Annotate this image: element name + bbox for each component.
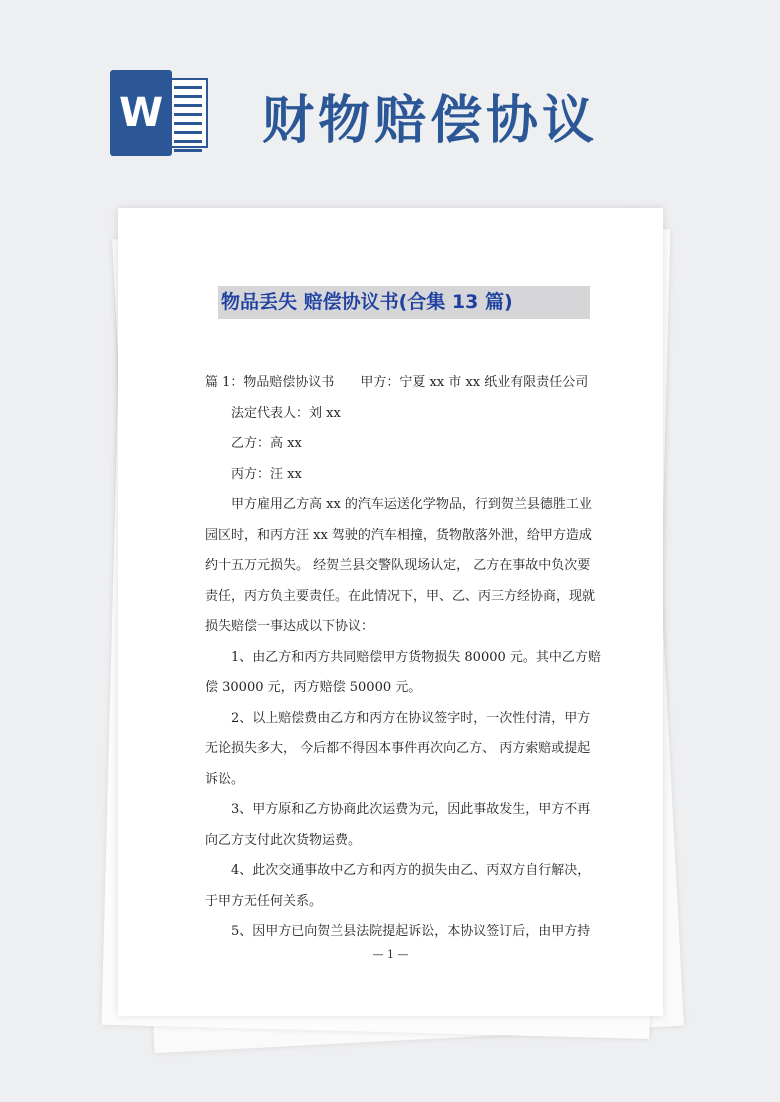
paragraph-clause-2: 2、以上赔偿费由乙方和丙方在协议签字时，一次性付清，甲方无论损失多大， 今后都不得因本事件再次向乙方、 丙方索赔或提起诉讼。 <box>205 710 591 787</box>
word-lines-icon <box>168 78 208 148</box>
banner-title: 财物赔偿协议 <box>262 90 599 151</box>
header-banner <box>0 0 780 200</box>
paragraph-legal-rep: 法定代表人：刘 xx <box>231 405 341 421</box>
document-body <box>205 368 603 948</box>
paragraph-clause-5: 5、因甲方已向贺兰县法院提起诉讼，本协议签订后，由甲方持 <box>231 924 591 939</box>
paragraph-party-c: 丙方：汪 xx <box>231 466 302 482</box>
word-document-icon <box>110 70 208 156</box>
document-title: 物品丢失 赔偿协议书(合集 13 篇) <box>221 291 513 313</box>
word-logo-letter: W <box>110 70 172 156</box>
document-page <box>118 208 663 1016</box>
paragraph-party-b: 乙方：高 xx <box>231 436 302 451</box>
page-number: — 1 — <box>372 948 409 961</box>
paragraph-clause-4: 4、此次交通事故中乙方和丙方的损失由乙、丙双方自行解决，于甲方无任何关系。 <box>205 863 591 909</box>
paragraph-clause-1: 1、由乙方和丙方共同赔偿甲方货物损失 80000 元。其中乙方赔偿 30000 元，丙方赔偿 50000 元。 <box>205 649 601 695</box>
paragraph-clause-3: 3、甲方原和乙方协商此次运费为元，因此事故发生，甲方不再向乙方支付此次货物运费。 <box>205 802 591 848</box>
paragraph-background: 甲方雇用乙方高 xx 的汽车运送化学物品，行到贺兰县德胜工业园区时，和丙方汪 xx 驾驶的汽车相撞，货物散落外泄，给甲方造成约十五万元损失。 经贺兰县交警队现场认定， 乙方在事故中负次要责任，丙方负主要责任。在此情况下，甲、乙、丙三方经协商，现就损失赔偿一事达成以下协议： <box>205 497 596 634</box>
paragraph-intro: 篇 1：物品赔偿协议书 甲方：宁夏 xx 市 xx 纸业有限责任公司 <box>205 375 589 390</box>
